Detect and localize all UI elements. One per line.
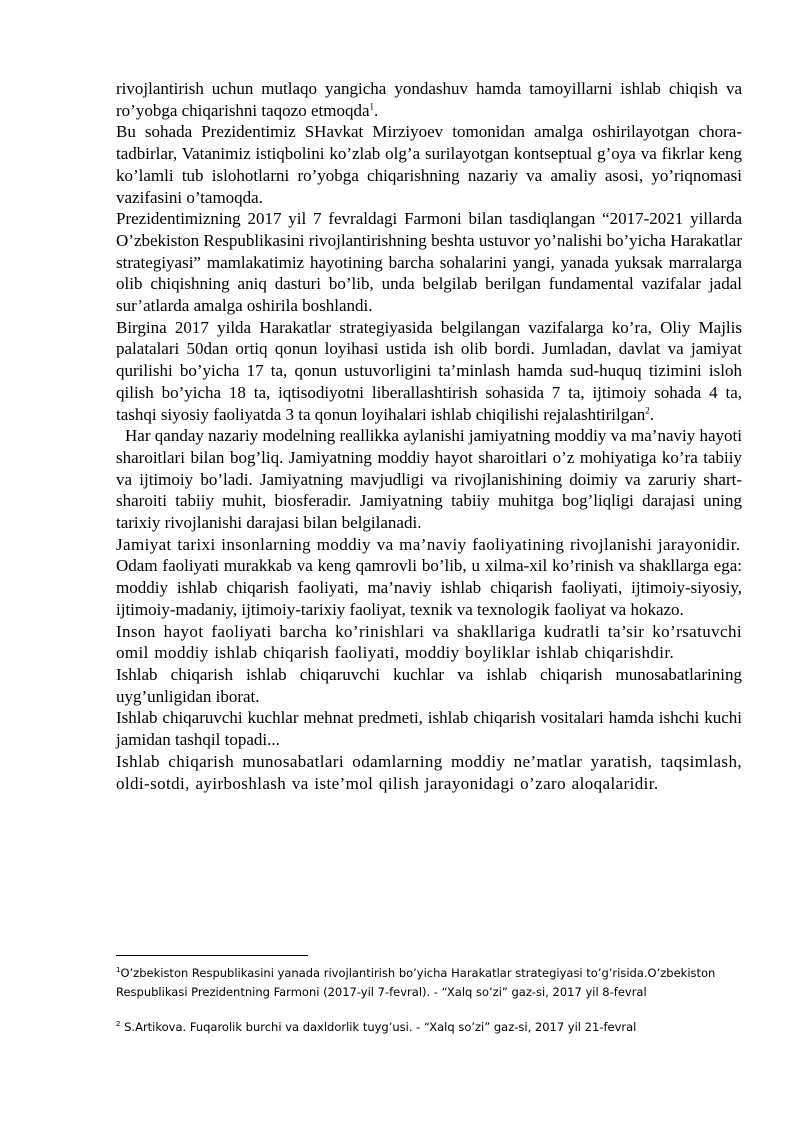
paragraph: Prezidentimizning 2017 yil 7 fevraldagi Farmoni bilan tasdiqlangan “2017-2021 yillarda O’zbekiston Respublikasini rivojlantirishning beshta ustuvor yo’nalishi bo’yicha Harakatlar strategiyasi” mamlakatimiz hayotining barcha sohalarini yangi, yanada yuksak marralarga olib chiqishning aniq dasturi bo’lib, unda belgilab berilgan fundamental vazifalar jadal sur’atlarda amalga oshirila boshlandi. [116, 209, 742, 316]
footnote-separator [116, 955, 308, 956]
footnotes [116, 964, 746, 1037]
footnote-ref[interactable]: 2 [645, 404, 650, 415]
footnote [116, 964, 746, 1002]
paragraph: Har qanday nazariy modelning reallikka aylanishi jamiyatning moddiy va ma’naviy hayoti sharoitlari bilan bog’liq. Jamiyatning moddiy hayot sharoitlari o’z mohiyatiga ko’ra tabiiy va ijtimoiy bo’ladi. Jamiyatning mavjudligi va rivojlanishining doimiy va zaruriy shart-sharoiti tabiiy muhit, biosferadir. Jamiyatning tabiiy muhitga bog’liqligi darajasi uning tarixiy rivojlanishi darajasi bilan belgilanadi. [116, 426, 742, 533]
footnote-mark: 2 [116, 1020, 121, 1029]
paragraph: Jamiyat tarixi insonlarning moddiy va ma’naviy faoliyatining rivojlanishi jarayonidir. [116, 534, 741, 554]
paragraph: Bu sohada Prezidentimiz SHavkat Mirziyoev tomonidan amalga oshirilayotgan chora-tadbirlar, Vatanimiz istiqbolini ko’zlab olg’a surilayotgan kontseptual g’oya va fikrlar keng ko’lamli tub islohotlarni ro’yobga chiqarishning nazariy va amaliy asosi, yo’riqnomasi vazifasini o’tamoqda. [116, 122, 742, 207]
document-body [116, 78, 742, 794]
paragraph: Ishlab chiqaruvchi kuchlar mehnat predmeti, ishlab chiqarish vositalari hamda ishchi kuchi jamidan tashqil topadi... [116, 708, 742, 750]
paragraph: rivojlantirish uchun mutlaqo yangicha yondashuv hamda tamoyillarni ishlab chiqish va ro’yobga chiqarishni taqozo etmoqda$^1$. [116, 79, 742, 120]
footnote-text: S.Artikova. Fuqarolik burchi va daxldorlik tuyg’usi. - “Xalq so’zi” gaz-si, 2017 yil 21-fevral [124, 1020, 637, 1034]
paragraph: Odam faoliyati murakkab va keng qamrovli bo’lib, u xilma-xil ko’rinish va shakllarga ega: moddiy ishlab chiqarish faoliyati, ma’naviy ishlab chiqarish faoliyati, ijtimoiy-siyosiy, ijtimoiy-madaniy, ijtimoiy-tarixiy faoliyat, texnik va texnologik faoliyat va hokazo. [116, 556, 742, 619]
footnote [116, 1018, 746, 1037]
paragraph: Ishlab chiqarish munosabatlari odamlarning moddiy ne’matlar yaratish, taqsimlash, oldi-sotdi, ayirboshlash va iste’mol qilish jarayonidagi o’zaro aloqalaridir. [116, 751, 742, 793]
footnote-mark: 1 [116, 966, 121, 975]
paragraph: Ishlab chiqarish ishlab chiqaruvchi kuchlar va ishlab chiqarish munosabatlarining uyg’unligidan iborat. [116, 664, 742, 706]
paragraph: Birgina 2017 yilda Harakatlar strategiyasida belgilangan vazifalarga ko’ra, Oliy Majlis palatalari 50dan ortiq qonun loyihasi ustida ish olib bordi. Jumladan, davlat va jamiyat qurilishi bo’yicha 17 ta, qonun ustuvorligini ta’minlash hamda sud-huquq tizimini isloh qilish bo’yicha 18 ta, iqtisodiyotni liberallashtirish sohasida 7 ta, ijtimoiy sohada 4 ta, tashqi siyosiy faoliyatda 3 ta qonun loyihalari ishlab chiqilishi rejalashtirilgan$^2$. [116, 317, 742, 424]
paragraph: Inson hayot faoliyati barcha ko’rinishlari va shakllariga kudratli ta’sir ko’rsatuvchi omil moddiy ishlab chiqarish faoliyati, moddiy boyliklar ishlab chiqarishdir. [116, 621, 742, 663]
footnote-text: O’zbekiston Respublikasini yanada rivojlantirish bo’yicha Harakatlar strategiyasi to’g’risida.O’zbekiston Respublikasi Prezidentning Farmoni (2017-yil 7-fevral). - “Xalq so’zi” gaz-si, 2017 yil 8-fevral [116, 966, 716, 999]
footnote-ref[interactable]: 1 [369, 101, 375, 112]
